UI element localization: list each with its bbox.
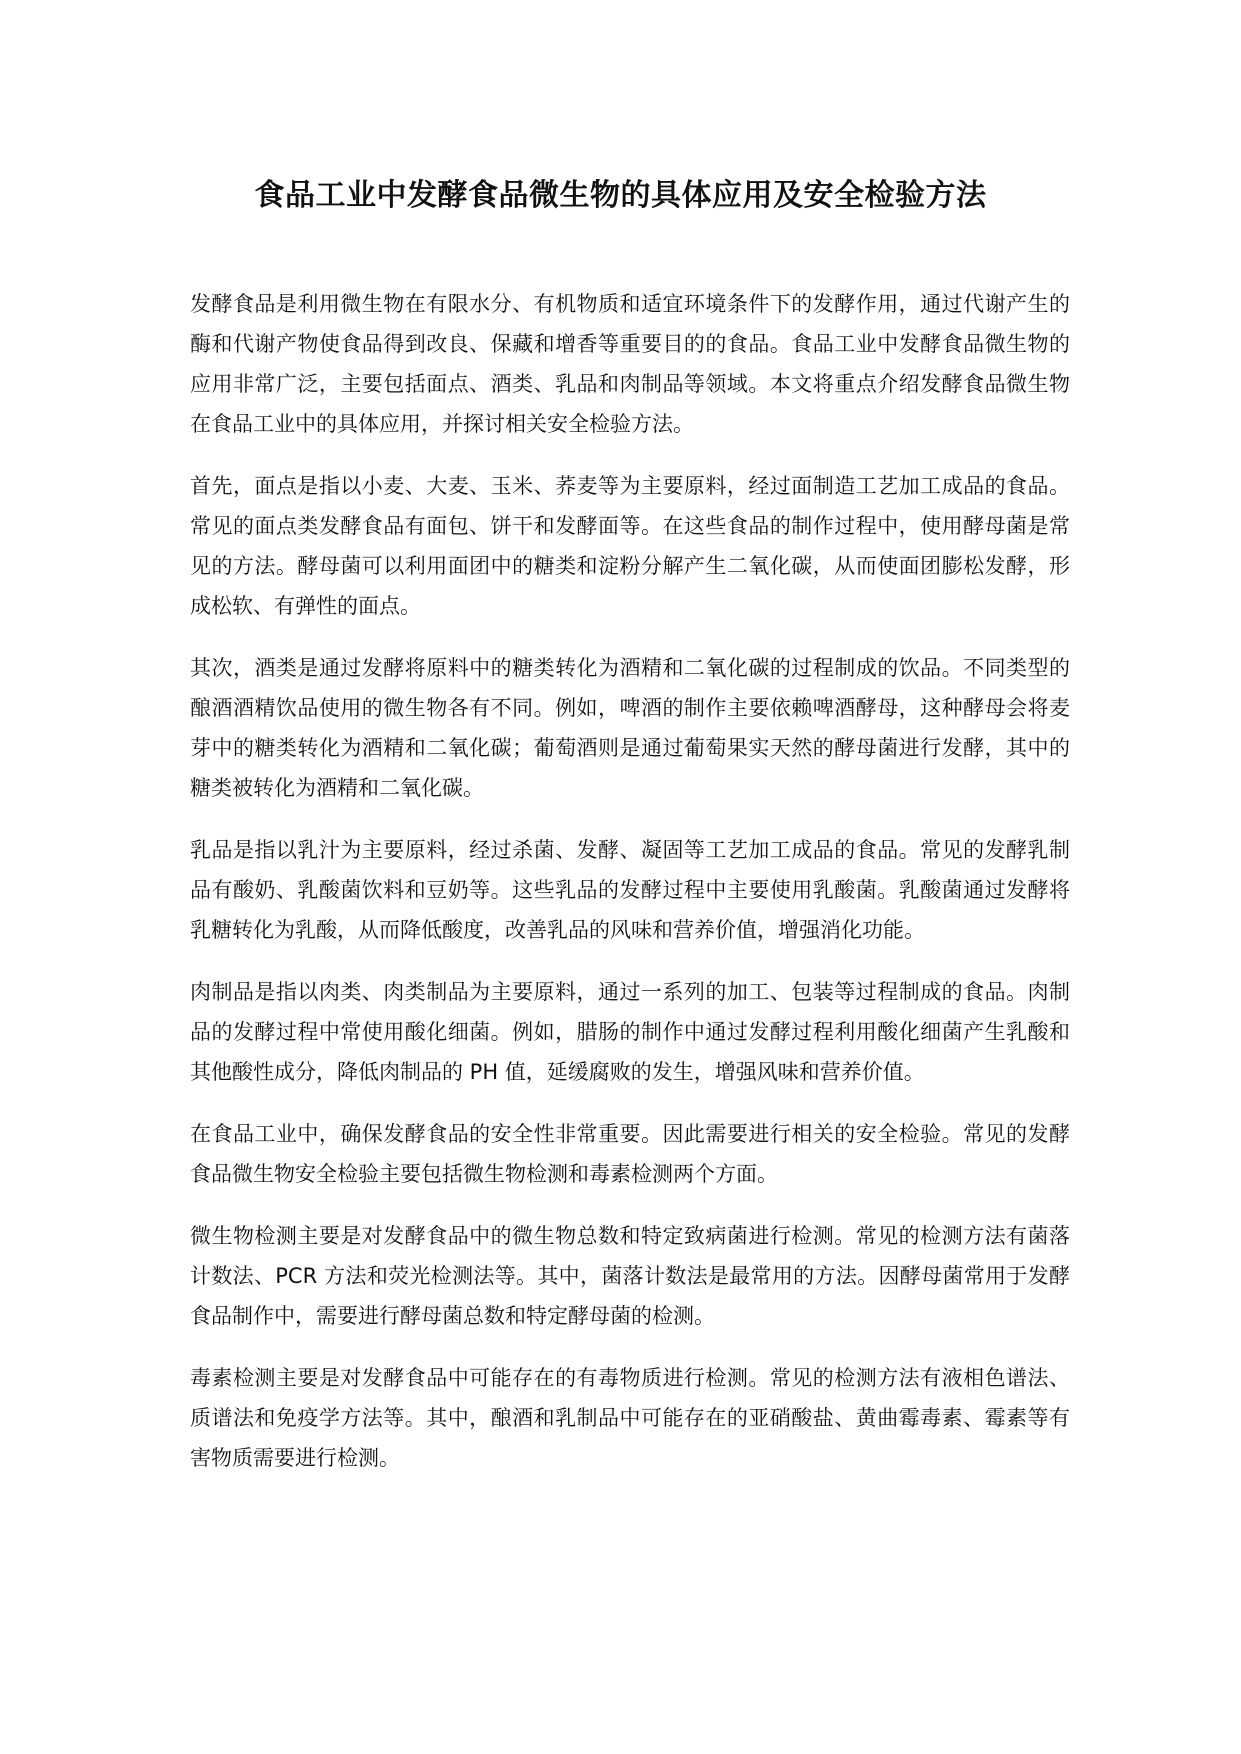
paragraph-dairy: 乳品是指以乳汁为主要原料，经过杀菌、发酵、凝固等工艺加工成品的食品。常见的发酵乳制品有酸奶、乳酸菌饮料和豆奶等。这些乳品的发酵过程中主要使用乳酸菌。乳酸菌通过发酵将乳糖转化为乳酸，从而降低酸度，改善乳品的风味和营养价值，增强消化功能。	[190, 838, 1070, 942]
paragraph-alcohol: 其次，酒类是通过发酵将原料中的糖类转化为酒精和二氧化碳的过程制成的饮品。不同类型的酿酒酒精饮品使用的微生物各有不同。例如，啤酒的制作主要依赖啤酒酵母，这种酵母会将麦芽中的糖类转化为酒精和二氧化碳；葡萄酒则是通过葡萄果实天然的酵母菌进行发酵，其中的糖类被转化为酒精和二氧化碳。	[190, 656, 1070, 800]
document-title: 食品工业中发酵食品微生物的具体应用及安全检验方法	[254, 178, 987, 213]
paragraph-intro: 发酵食品是利用微生物在有限水分、有机物质和适宜环境条件下的发酵作用，通过代谢产生的酶和代谢产物使食品得到改良、保藏和增香等重要目的的食品。食品工业中发酵食品微生物的应用非常广泛，主要包括面点、酒类、乳品和肉制品等领域。本文将重点介绍发酵食品微生物在食品工业中的具体应用，并探讨相关安全检验方法。	[190, 292, 1070, 436]
paragraph-safety: 在食品工业中，确保发酵食品的安全性非常重要。因此需要进行相关的安全检验。常见的发酵食品微生物安全检验主要包括微生物检测和毒素检测两个方面。	[190, 1122, 1070, 1186]
paragraph-microbe-testing: 微生物检测主要是对发酵食品中的微生物总数和特定致病菌进行检测。常见的检测方法有菌落计数法、PCR 方法和荧光检测法等。其中，菌落计数法是最常用的方法。因酵母菌常用于发酵食品制作中，需要进行酵母菌总数和特定酵母菌的检测。	[190, 1224, 1070, 1328]
paragraph-pastry: 首先，面点是指以小麦、大麦、玉米、荞麦等为主要原料，经过面制造工艺加工成品的食品。常见的面点类发酵食品有面包、饼干和发酵面等。在这些食品的制作过程中，使用酵母菌是常见的方法。酵母菌可以利用面团中的糖类和淀粉分解产生二氧化碳，从而使面团膨松发酵，形成松软、有弹性的面点。	[190, 474, 1070, 618]
paragraph-meat: 肉制品是指以肉类、肉类制品为主要原料，通过一系列的加工、包装等过程制成的食品。肉制品的发酵过程中常使用酸化细菌。例如，腊肠的制作中通过发酵过程利用酸化细菌产生乳酸和其他酸性成分，降低肉制品的 PH 值，延缓腐败的发生，增强风味和营养价值。	[190, 980, 1070, 1084]
document-body	[190, 284, 1070, 1500]
paragraph-toxin-testing: 毒素检测主要是对发酵食品中可能存在的有毒物质进行检测。常见的检测方法有液相色谱法、质谱法和免疫学方法等。其中，酿酒和乳制品中可能存在的亚硝酸盐、黄曲霉毒素、霉素等有害物质需要进行检测。	[190, 1366, 1070, 1470]
